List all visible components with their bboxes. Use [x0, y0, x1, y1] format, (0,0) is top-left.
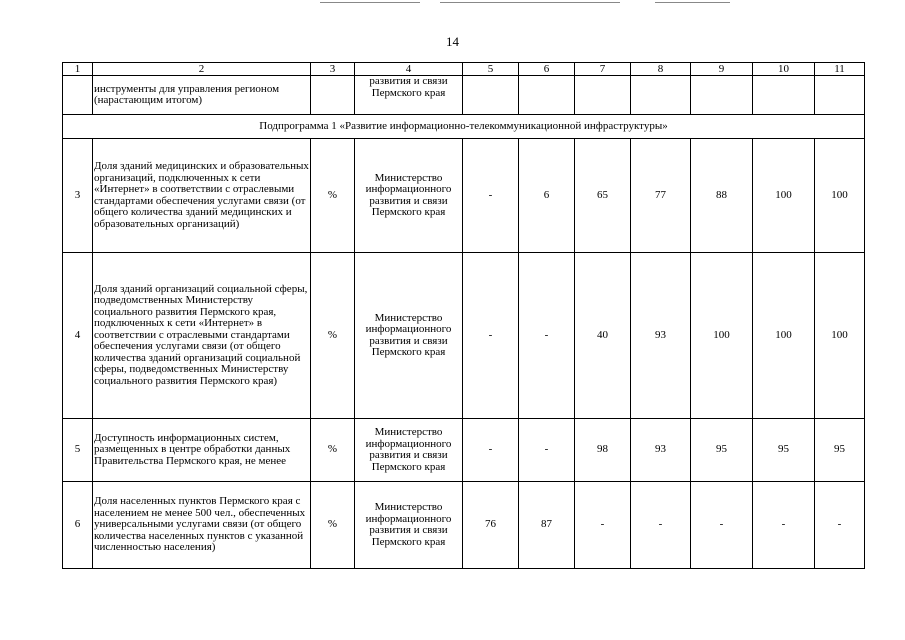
- value-col8: 93: [631, 419, 691, 482]
- value-col11: 100: [815, 139, 865, 253]
- indicators-table: [62, 62, 865, 569]
- header-cell: 8: [631, 63, 691, 76]
- value-col9: -: [691, 482, 753, 569]
- row-number: 5: [63, 419, 93, 482]
- value-col5: -: [463, 253, 519, 419]
- table-row: [63, 139, 865, 253]
- value-col9: 88: [691, 139, 753, 253]
- unit: %: [311, 482, 355, 569]
- unit: %: [311, 253, 355, 419]
- row-number: 6: [63, 482, 93, 569]
- value-col7: 65: [575, 139, 631, 253]
- unit: %: [311, 419, 355, 482]
- value-col7: -: [575, 482, 631, 569]
- scan-top-line: [655, 2, 730, 3]
- value-col6: -: [519, 253, 575, 419]
- value-col6: 6: [519, 139, 575, 253]
- value-col10: 100: [753, 253, 815, 419]
- page-number: 14: [446, 34, 459, 49]
- header-cell: 3: [311, 63, 355, 76]
- indicator-name: Доля зданий организаций социальной сферы, подведомственных Министерству социального развития Пермского края, подключенных к сети «Интернет» в соответствии с отраслевыми стандартами обеспечения услугами связи (от общего количества зданий организаций социальной сферы, подведомственных Министерству социального развития Пермского края): [93, 253, 311, 419]
- table-row: [63, 482, 865, 569]
- value-col6: -: [519, 419, 575, 482]
- header-cell: 5: [463, 63, 519, 76]
- header-cell: 6: [519, 63, 575, 76]
- value-col9: 95: [691, 419, 753, 482]
- value-col6: 87: [519, 482, 575, 569]
- header-cell: 4: [355, 63, 463, 76]
- header-row: [63, 63, 865, 76]
- value-col5: 76: [463, 482, 519, 569]
- value-col7: 40: [575, 253, 631, 419]
- table-row: [63, 253, 865, 419]
- subprogram-title: Подпрограмма 1 «Развитие информационно-телекоммуникационной инфраструктуры»: [63, 115, 865, 139]
- scan-top-line: [320, 2, 420, 3]
- continuation-row: [63, 76, 865, 115]
- executor: Министерство информационного развития и связи Пермского края: [355, 482, 463, 569]
- executor: Министерство информационного развития и связи Пермского края: [355, 419, 463, 482]
- row-number: 3: [63, 139, 93, 253]
- value-col10: 95: [753, 419, 815, 482]
- value-col8: -: [631, 482, 691, 569]
- value-col10: 100: [753, 139, 815, 253]
- indicator-name: инструменты для управления регионом (нарастающим итогом): [93, 76, 311, 115]
- value-col11: -: [815, 482, 865, 569]
- indicator-name: Доля населенных пунктов Пермского края с населением не менее 500 чел., обеспеченных универсальными услугами связи (от общего количества населенных пунктов с указанной численностью населения): [93, 482, 311, 569]
- table-row: [63, 419, 865, 482]
- header-cell: 9: [691, 63, 753, 76]
- indicator-name: Доля зданий медицинских и образовательных организаций, подключенных к сети «Интернет» в соответствии с отраслевыми стандартами обеспечения услугами связи (от общего количества зданий медицинских и образовательных организаций): [93, 139, 311, 253]
- header-cell: 7: [575, 63, 631, 76]
- header-cell: 2: [93, 63, 311, 76]
- value-col5: -: [463, 419, 519, 482]
- value-col8: 77: [631, 139, 691, 253]
- value-col8: 93: [631, 253, 691, 419]
- header-cell: 11: [815, 63, 865, 76]
- executor: развития и связи Пермского края: [355, 76, 463, 115]
- header-cell: 10: [753, 63, 815, 76]
- value-col11: 100: [815, 253, 865, 419]
- executor: Министерство информационного развития и связи Пермского края: [355, 139, 463, 253]
- indicator-name: Доступность информационных систем, размещенных в центре обработки данных Правительства Пермского края, не менее: [93, 419, 311, 482]
- header-cell: 1: [63, 63, 93, 76]
- scan-top-line: [440, 2, 620, 3]
- value-col5: -: [463, 139, 519, 253]
- unit: %: [311, 139, 355, 253]
- value-col7: 98: [575, 419, 631, 482]
- value-col11: 95: [815, 419, 865, 482]
- subprogram-row: [63, 115, 865, 139]
- value-col10: -: [753, 482, 815, 569]
- executor: Министерство информационного развития и связи Пермского края: [355, 253, 463, 419]
- row-number: 4: [63, 253, 93, 419]
- value-col9: 100: [691, 253, 753, 419]
